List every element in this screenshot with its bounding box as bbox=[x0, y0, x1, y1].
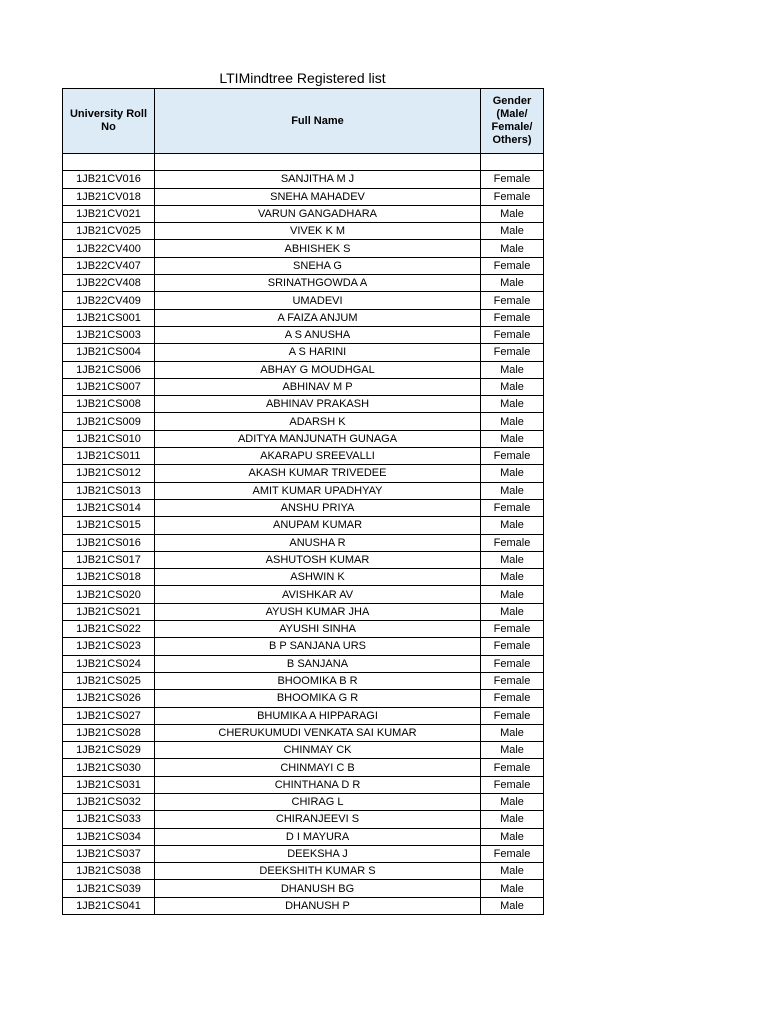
gender-cell: Female bbox=[481, 292, 544, 309]
document-title: LTIMindtree Registered list bbox=[219, 70, 386, 86]
table-row bbox=[63, 499, 544, 516]
table-row bbox=[63, 309, 544, 326]
full-name-cell: A S HARINI bbox=[155, 344, 481, 361]
gender-cell: Male bbox=[481, 880, 544, 897]
roll-no-cell: 1JB21CS018 bbox=[63, 569, 155, 586]
gender-cell: Male bbox=[481, 897, 544, 914]
full-name-cell: CHINTHANA D R bbox=[155, 776, 481, 793]
table-row bbox=[63, 188, 544, 205]
full-name-cell: CHINMAY CK bbox=[155, 742, 481, 759]
full-name-cell: DEEKSHITH KUMAR S bbox=[155, 863, 481, 880]
gender-cell: Male bbox=[481, 205, 544, 222]
roll-no-cell: 1JB22CV408 bbox=[63, 275, 155, 292]
full-name-cell: BHOOMIKA B R bbox=[155, 672, 481, 689]
gender-cell: Male bbox=[481, 586, 544, 603]
table-body bbox=[63, 154, 544, 915]
gender-cell: Male bbox=[481, 811, 544, 828]
table-row bbox=[63, 776, 544, 793]
roll-no-cell: 1JB21CS016 bbox=[63, 534, 155, 551]
table-row bbox=[63, 465, 544, 482]
gender-cell: Female bbox=[481, 621, 544, 638]
full-name-cell: VARUN GANGADHARA bbox=[155, 205, 481, 222]
registered-list-table bbox=[62, 88, 544, 915]
roll-no-cell: 1JB21CS011 bbox=[63, 448, 155, 465]
gender-cell: Male bbox=[481, 240, 544, 257]
gender-cell: Male bbox=[481, 793, 544, 810]
full-name-cell: ABHAY G MOUDHGAL bbox=[155, 361, 481, 378]
full-name-cell: A S ANUSHA bbox=[155, 326, 481, 343]
full-name-cell: B SANJANA bbox=[155, 655, 481, 672]
roll-no-cell: 1JB21CS029 bbox=[63, 742, 155, 759]
full-name-cell: AYUSHI SINHA bbox=[155, 621, 481, 638]
gender-cell: Female bbox=[481, 188, 544, 205]
full-name-cell: ABHINAV PRAKASH bbox=[155, 396, 481, 413]
gender-cell: Female bbox=[481, 499, 544, 516]
roll-no-cell: 1JB21CS041 bbox=[63, 897, 155, 914]
table-row bbox=[63, 396, 544, 413]
gender-cell: Female bbox=[481, 672, 544, 689]
roll-no-cell: 1JB21CV025 bbox=[63, 223, 155, 240]
gender-cell: Male bbox=[481, 482, 544, 499]
roll-no-cell: 1JB21CS032 bbox=[63, 793, 155, 810]
roll-no-cell: 1JB21CV021 bbox=[63, 205, 155, 222]
roll-no-cell: 1JB21CS027 bbox=[63, 707, 155, 724]
table-row bbox=[63, 361, 544, 378]
full-name-cell: DEEKSHA J bbox=[155, 845, 481, 862]
table-row bbox=[63, 880, 544, 897]
roll-no-cell: 1JB22CV400 bbox=[63, 240, 155, 257]
full-name-cell: ADITYA MANJUNATH GUNAGA bbox=[155, 430, 481, 447]
gender-cell: Male bbox=[481, 742, 544, 759]
roll-no-cell: 1JB21CS038 bbox=[63, 863, 155, 880]
table-row bbox=[63, 275, 544, 292]
full-name-cell: AMIT KUMAR UPADHYAY bbox=[155, 482, 481, 499]
gender-cell: Male bbox=[481, 517, 544, 534]
table-row bbox=[63, 793, 544, 810]
full-name-cell: UMADEVI bbox=[155, 292, 481, 309]
table-row bbox=[63, 586, 544, 603]
gender-cell: Male bbox=[481, 275, 544, 292]
table-row bbox=[63, 344, 544, 361]
gender-cell: Male bbox=[481, 724, 544, 741]
table-row bbox=[63, 413, 544, 430]
full-name-cell: ANUPAM KUMAR bbox=[155, 517, 481, 534]
full-name-cell: ABHINAV M P bbox=[155, 378, 481, 395]
gender-cell: Male bbox=[481, 569, 544, 586]
roll-no-cell: 1JB21CS022 bbox=[63, 621, 155, 638]
gender-cell: Male bbox=[481, 361, 544, 378]
gender-cell: Male bbox=[481, 603, 544, 620]
gender-cell: Female bbox=[481, 707, 544, 724]
header-university-roll-no: University Roll No bbox=[63, 89, 155, 154]
table-row bbox=[63, 326, 544, 343]
table-row bbox=[63, 430, 544, 447]
table-row bbox=[63, 223, 544, 240]
full-name-cell: AVISHKAR AV bbox=[155, 586, 481, 603]
table-row bbox=[63, 707, 544, 724]
gender-cell: Female bbox=[481, 534, 544, 551]
full-name-cell: CHIRANJEEVI S bbox=[155, 811, 481, 828]
gender-cell: Female bbox=[481, 344, 544, 361]
full-name-cell: CHERUKUMUDI VENKATA SAI KUMAR bbox=[155, 724, 481, 741]
roll-no-cell: 1JB22CV409 bbox=[63, 292, 155, 309]
table-row bbox=[63, 742, 544, 759]
roll-no-cell: 1JB21CS031 bbox=[63, 776, 155, 793]
roll-no-cell: 1JB21CV018 bbox=[63, 188, 155, 205]
gender-cell: Male bbox=[481, 396, 544, 413]
gender-cell: Male bbox=[481, 863, 544, 880]
roll-no-cell: 1JB21CS023 bbox=[63, 638, 155, 655]
table-row bbox=[63, 759, 544, 776]
gender-cell: Male bbox=[481, 430, 544, 447]
table-row bbox=[63, 551, 544, 568]
gap-cell bbox=[63, 154, 155, 171]
full-name-cell: BHOOMIKA G R bbox=[155, 690, 481, 707]
table-row bbox=[63, 569, 544, 586]
gender-cell: Male bbox=[481, 828, 544, 845]
full-name-cell: ANSHU PRIYA bbox=[155, 499, 481, 516]
table-row bbox=[63, 811, 544, 828]
full-name-cell: CHINMAYI C B bbox=[155, 759, 481, 776]
roll-no-cell: 1JB21CS015 bbox=[63, 517, 155, 534]
header-gap-row bbox=[63, 154, 544, 171]
table-row bbox=[63, 897, 544, 914]
roll-no-cell: 1JB21CS006 bbox=[63, 361, 155, 378]
table-row bbox=[63, 690, 544, 707]
gender-cell: Male bbox=[481, 378, 544, 395]
full-name-cell: AKASH KUMAR TRIVEDEE bbox=[155, 465, 481, 482]
header-row bbox=[63, 89, 544, 154]
full-name-cell: ADARSH K bbox=[155, 413, 481, 430]
gender-cell: Female bbox=[481, 257, 544, 274]
gender-cell: Female bbox=[481, 309, 544, 326]
roll-no-cell: 1JB21CS025 bbox=[63, 672, 155, 689]
table-row bbox=[63, 655, 544, 672]
roll-no-cell: 1JB21CS039 bbox=[63, 880, 155, 897]
full-name-cell: BHUMIKA A HIPPARAGI bbox=[155, 707, 481, 724]
table-row bbox=[63, 534, 544, 551]
full-name-cell: ASHWIN K bbox=[155, 569, 481, 586]
table-row bbox=[63, 672, 544, 689]
gender-cell: Female bbox=[481, 776, 544, 793]
table-row bbox=[63, 171, 544, 188]
table-row bbox=[63, 205, 544, 222]
full-name-cell: AYUSH KUMAR JHA bbox=[155, 603, 481, 620]
full-name-cell: SNEHA G bbox=[155, 257, 481, 274]
full-name-cell: AKARAPU SREEVALLI bbox=[155, 448, 481, 465]
gender-cell: Male bbox=[481, 551, 544, 568]
roll-no-cell: 1JB21CS026 bbox=[63, 690, 155, 707]
gender-cell: Male bbox=[481, 413, 544, 430]
full-name-cell: SRINATHGOWDA A bbox=[155, 275, 481, 292]
gender-cell: Female bbox=[481, 759, 544, 776]
roll-no-cell: 1JB21CV016 bbox=[63, 171, 155, 188]
roll-no-cell: 1JB21CS021 bbox=[63, 603, 155, 620]
roll-no-cell: 1JB21CS034 bbox=[63, 828, 155, 845]
table-row bbox=[63, 517, 544, 534]
table-row bbox=[63, 240, 544, 257]
roll-no-cell: 1JB21CS014 bbox=[63, 499, 155, 516]
roll-no-cell: 1JB21CS009 bbox=[63, 413, 155, 430]
roll-no-cell: 1JB21CS033 bbox=[63, 811, 155, 828]
roll-no-cell: 1JB21CS010 bbox=[63, 430, 155, 447]
table-header bbox=[63, 89, 544, 154]
gender-cell: Female bbox=[481, 655, 544, 672]
roll-no-cell: 1JB21CS012 bbox=[63, 465, 155, 482]
gender-cell: Female bbox=[481, 448, 544, 465]
table-row bbox=[63, 621, 544, 638]
gender-cell: Female bbox=[481, 690, 544, 707]
table-row bbox=[63, 448, 544, 465]
table-row bbox=[63, 638, 544, 655]
gender-cell: Female bbox=[481, 326, 544, 343]
full-name-cell: VIVEK K M bbox=[155, 223, 481, 240]
roll-no-cell: 1JB21CS024 bbox=[63, 655, 155, 672]
roll-no-cell: 1JB21CS013 bbox=[63, 482, 155, 499]
full-name-cell: ABHISHEK S bbox=[155, 240, 481, 257]
roll-no-cell: 1JB21CS001 bbox=[63, 309, 155, 326]
table-row bbox=[63, 292, 544, 309]
roll-no-cell: 1JB21CS028 bbox=[63, 724, 155, 741]
table-row bbox=[63, 828, 544, 845]
gender-cell: Male bbox=[481, 465, 544, 482]
gender-cell: Female bbox=[481, 638, 544, 655]
gap-cell bbox=[155, 154, 481, 171]
header-full-name: Full Name bbox=[155, 89, 481, 154]
gap-cell bbox=[481, 154, 544, 171]
roll-no-cell: 1JB21CS030 bbox=[63, 759, 155, 776]
full-name-cell: CHIRAG L bbox=[155, 793, 481, 810]
full-name-cell: DHANUSH BG bbox=[155, 880, 481, 897]
full-name-cell: B P SANJANA URS bbox=[155, 638, 481, 655]
roll-no-cell: 1JB21CS004 bbox=[63, 344, 155, 361]
table-row bbox=[63, 257, 544, 274]
full-name-cell: ANUSHA R bbox=[155, 534, 481, 551]
table-row bbox=[63, 378, 544, 395]
roll-no-cell: 1JB21CS037 bbox=[63, 845, 155, 862]
roll-no-cell: 1JB22CV407 bbox=[63, 257, 155, 274]
full-name-cell: ASHUTOSH KUMAR bbox=[155, 551, 481, 568]
table-row bbox=[63, 724, 544, 741]
table-row bbox=[63, 603, 544, 620]
table-row bbox=[63, 482, 544, 499]
roll-no-cell: 1JB21CS008 bbox=[63, 396, 155, 413]
table-row bbox=[63, 845, 544, 862]
gender-cell: Female bbox=[481, 845, 544, 862]
roll-no-cell: 1JB21CS020 bbox=[63, 586, 155, 603]
table-row bbox=[63, 863, 544, 880]
gender-cell: Male bbox=[481, 223, 544, 240]
full-name-cell: A FAIZA ANJUM bbox=[155, 309, 481, 326]
full-name-cell: SNEHA MAHADEV bbox=[155, 188, 481, 205]
gender-cell: Female bbox=[481, 171, 544, 188]
roll-no-cell: 1JB21CS007 bbox=[63, 378, 155, 395]
roll-no-cell: 1JB21CS003 bbox=[63, 326, 155, 343]
full-name-cell: DHANUSH P bbox=[155, 897, 481, 914]
full-name-cell: D I MAYURA bbox=[155, 828, 481, 845]
full-name-cell: SANJITHA M J bbox=[155, 171, 481, 188]
header-gender: Gender (Male/ Female/ Others) bbox=[481, 89, 544, 154]
roll-no-cell: 1JB21CS017 bbox=[63, 551, 155, 568]
